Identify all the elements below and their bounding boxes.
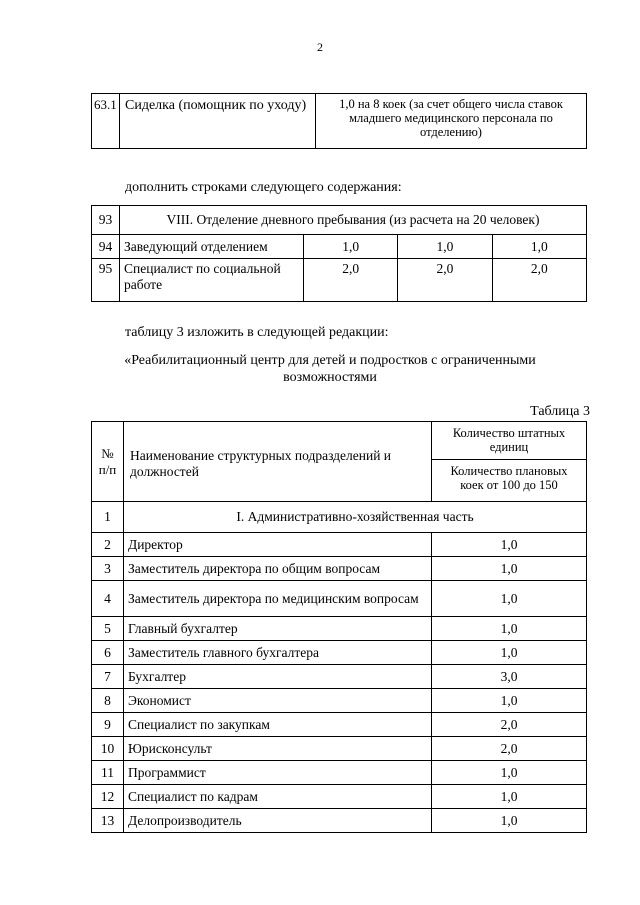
position-name: Директор: [124, 533, 432, 557]
table-row: [92, 713, 587, 737]
value-cell: 1,0: [432, 557, 587, 581]
row-number: 7: [92, 665, 124, 689]
table-add-rows: [91, 205, 587, 302]
row-number: 4: [92, 581, 124, 617]
header-count: Количество штатных единиц: [432, 422, 587, 460]
value-cell: 2,0: [398, 259, 492, 302]
value-cell: 1,0: [432, 617, 587, 641]
value-cell: 1,0: [492, 235, 586, 259]
table-row: [92, 533, 587, 557]
row-number: 9: [92, 713, 124, 737]
table-row: [92, 785, 587, 809]
position-name: Заместитель директора по общим вопросам: [124, 557, 432, 581]
row-number: 5: [92, 617, 124, 641]
position-name: Главный бухгалтер: [124, 617, 432, 641]
table-row-63-1: [91, 93, 587, 149]
main-table: [91, 421, 587, 833]
value-cell: 1,0: [398, 235, 492, 259]
row-number: 94: [92, 235, 120, 259]
table-row: [92, 737, 587, 761]
position-name: Юрисконсульт: [124, 737, 432, 761]
section-title: VIII. Отделение дневного пребывания (из расчета на 20 человек): [120, 206, 587, 235]
header-count-sub: Количество плановых коек от 100 до 150: [432, 460, 587, 502]
position-name: Заведующий отделением: [120, 235, 304, 259]
table-row: [92, 809, 587, 833]
table-row: [92, 641, 587, 665]
value-cell: 1,0: [304, 235, 398, 259]
value-cell: 2,0: [432, 713, 587, 737]
table-row: [92, 689, 587, 713]
paragraph-add-rows: дополнить строками следующего содержания:: [125, 180, 402, 195]
position-name: Сиделка (помощник по уходу): [120, 94, 316, 149]
row-number: 10: [92, 737, 124, 761]
staff-norm: 1,0 на 8 коек (за счет общего числа ставок младшего медицинского персонала по отделению): [316, 94, 587, 149]
row-number: 1: [92, 502, 124, 533]
value-cell: 1,0: [432, 641, 587, 665]
position-name: Делопроизводитель: [124, 809, 432, 833]
row-number: 93: [92, 206, 120, 235]
row-number: 12: [92, 785, 124, 809]
center-title: «Реабилитационный центр для детей и подростков с ограниченными возможностями: [124, 353, 536, 385]
row-number: 95: [92, 259, 120, 302]
table-row: [92, 761, 587, 785]
value-cell: 1,0: [432, 761, 587, 785]
value-cell: 3,0: [432, 665, 587, 689]
position-name: Экономист: [124, 689, 432, 713]
row-number: 6: [92, 641, 124, 665]
position-name: Специалист по закупкам: [124, 713, 432, 737]
value-cell: 1,0: [432, 809, 587, 833]
table-row: [92, 665, 587, 689]
value-cell: 2,0: [304, 259, 398, 302]
table-label: Таблица 3: [530, 404, 590, 419]
value-cell: 1,0: [432, 581, 587, 617]
header-name: Наименование структурных подразделений и должностей: [124, 422, 432, 502]
position-name: Заместитель главного бухгалтера: [124, 641, 432, 665]
header-num: № п/п: [92, 422, 124, 502]
value-cell: 2,0: [492, 259, 586, 302]
position-name: Заместитель директора по медицинским вопросам: [124, 581, 432, 617]
page-number: 2: [317, 40, 323, 54]
position-name: Специалист по социальной работе: [120, 259, 304, 302]
table-row: [92, 581, 587, 617]
row-number: 8: [92, 689, 124, 713]
row-number: 13: [92, 809, 124, 833]
position-name: Специалист по кадрам: [124, 785, 432, 809]
value-cell: 1,0: [432, 689, 587, 713]
value-cell: 2,0: [432, 737, 587, 761]
table-row: [92, 617, 587, 641]
section-title: I. Административно-хозяйственная часть: [124, 502, 587, 533]
row-number: 2: [92, 533, 124, 557]
table-row: [92, 557, 587, 581]
value-cell: 1,0: [432, 533, 587, 557]
row-number: 3: [92, 557, 124, 581]
value-cell: 1,0: [432, 785, 587, 809]
row-number: 63.1: [92, 94, 120, 149]
position-name: Программист: [124, 761, 432, 785]
paragraph-table3: таблицу 3 изложить в следующей редакции:: [125, 325, 389, 340]
row-number: 11: [92, 761, 124, 785]
position-name: Бухгалтер: [124, 665, 432, 689]
